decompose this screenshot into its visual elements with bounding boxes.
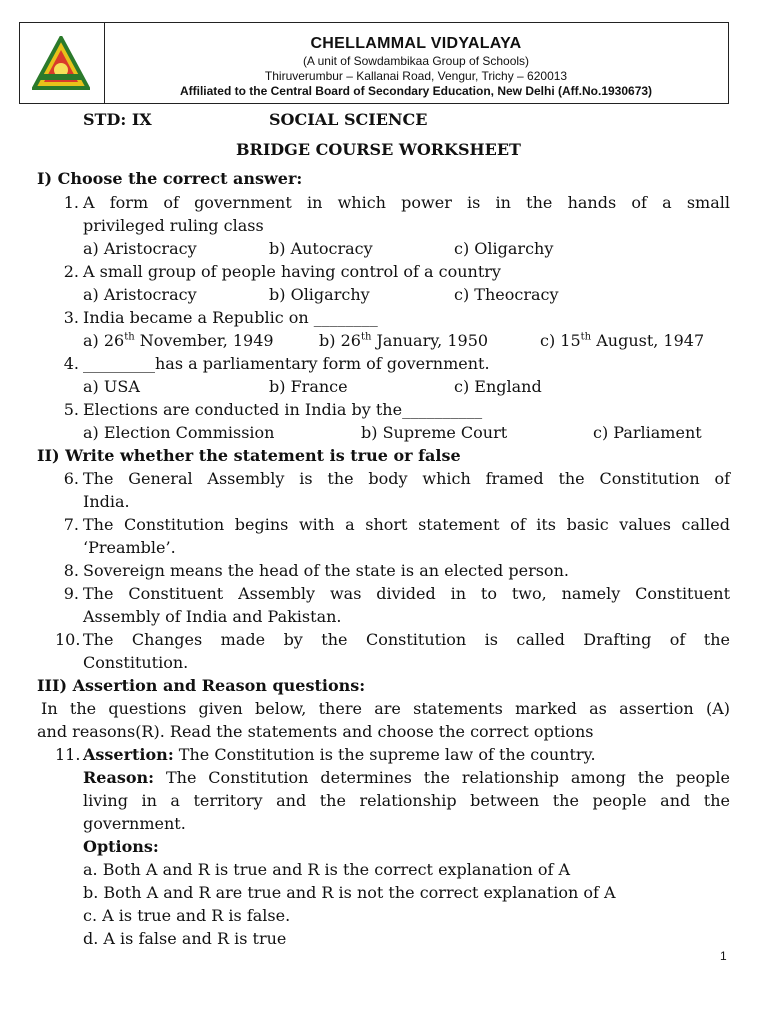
q9-text-line1: The Constituent Assembly was divided in to two, namely Constituent xyxy=(83,584,730,603)
q11-option-c: c. A is true and R is false. xyxy=(83,906,291,925)
q3-option-a-sup: th xyxy=(124,331,135,343)
q10-number: 10. xyxy=(55,630,81,649)
q11-option-b: b. Both A and R are true and R is not the correct explanation of A xyxy=(83,883,616,902)
q11-assertion-label: Assertion: xyxy=(83,745,174,764)
section-3-heading: III) Assertion and Reason questions: xyxy=(37,676,366,695)
q7-text-line1: The Constitution begins with a short statement of its basic values called xyxy=(83,515,730,534)
q3-option-b-pre: b) 26 xyxy=(319,331,361,350)
q1-number: 1. xyxy=(63,193,79,212)
q11-reason-line1 xyxy=(83,768,730,787)
q3-option-a-pre: a) 26 xyxy=(83,331,125,350)
school-affiliation: Affiliated to the Central Board of Secondary Education, New Delhi (Aff.No.1930673) xyxy=(179,84,653,98)
school-address: Thiruverumbur – Kallanai Road, Vengur, Trichy – 620013 xyxy=(264,69,568,83)
q11-reason-label: Reason: xyxy=(83,768,155,787)
q4-option-c: c) England xyxy=(454,377,542,396)
worksheet-title: BRIDGE COURSE WORKSHEET xyxy=(236,140,521,159)
q6-text-line2: India. xyxy=(83,492,130,511)
q10-text-line2: Constitution. xyxy=(83,653,189,672)
q9-number: 9. xyxy=(63,584,79,603)
q11-option-a: a. Both A and R is true and R is the correct explanation of A xyxy=(83,860,571,879)
section-3-intro-line1: In the questions given below, there are statements marked as assertion (A) xyxy=(41,699,730,718)
school-name: CHELLAMMAL VIDYALAYA xyxy=(310,35,522,52)
q3-option-b xyxy=(319,331,488,350)
school-header xyxy=(19,22,729,104)
q9-text-line2: Assembly of India and Pakistan. xyxy=(83,607,342,626)
q3-option-b-post: January, 1950 xyxy=(371,331,489,350)
q3-option-c-post: August, 1947 xyxy=(591,331,705,350)
q11-options-label: Options: xyxy=(83,837,159,856)
q1-option-b: b) Autocracy xyxy=(269,239,373,258)
q5-option-c: c) Parliament xyxy=(593,423,702,442)
q2-option-b: b) Oligarchy xyxy=(269,285,370,304)
q8-number: 8. xyxy=(63,561,79,580)
q3-option-a xyxy=(83,331,274,350)
section-3-intro-line2: and reasons(R). Read the statements and choose the correct options xyxy=(37,722,594,741)
q6-text-line1: The General Assembly is the body which framed the Constitution of xyxy=(83,469,730,488)
q11-reason-line3: government. xyxy=(83,814,186,833)
q1-option-a: a) Aristocracy xyxy=(83,239,197,258)
q4-option-a: a) USA xyxy=(83,377,140,396)
q5-number: 5. xyxy=(63,400,79,419)
q3-option-c-pre: c) 15 xyxy=(540,331,581,350)
q11-option-d: d. A is false and R is true xyxy=(83,929,287,948)
section-1-heading: I) Choose the correct answer: xyxy=(37,169,303,188)
q5-text: Elections are conducted in India by the__________ xyxy=(83,400,483,419)
q3-option-c-sup: th xyxy=(580,331,592,343)
q3-option-a-post: November, 1949 xyxy=(134,331,274,350)
std-label: STD: IX xyxy=(83,110,152,129)
page-number: 1 xyxy=(720,949,727,963)
q3-text: India became a Republic on ________ xyxy=(83,308,378,327)
q4-text: _________has a parliamentary form of government. xyxy=(83,354,490,373)
q11-assertion xyxy=(83,745,596,764)
q4-number: 4. xyxy=(63,354,79,373)
school-unit: (A unit of Sowdambikaa Group of Schools) xyxy=(302,54,530,68)
q8-text-line1: Sovereign means the head of the state is an elected person. xyxy=(83,561,569,580)
q1-option-c: c) Oligarchy xyxy=(454,239,554,258)
q2-text: A small group of people having control of a country xyxy=(83,262,501,281)
q2-option-a: a) Aristocracy xyxy=(83,285,197,304)
q3-option-c xyxy=(540,331,704,350)
section-2-heading: II) Write whether the statement is true or false xyxy=(37,446,461,465)
q11-number: 11. xyxy=(55,745,81,764)
q11-reason-text-1: The Constitution determines the relationship among the people xyxy=(154,768,730,787)
q7-number: 7. xyxy=(63,515,79,534)
subject-label: SOCIAL SCIENCE xyxy=(269,110,428,129)
q7-text-line2: ‘Preamble’. xyxy=(83,538,176,557)
q1-text-line1: A form of government in which power is in the hands of a small xyxy=(83,193,730,212)
q2-option-c: c) Theocracy xyxy=(454,285,559,304)
q10-text-line1: The Changes made by the Constitution is called Drafting of the xyxy=(83,630,730,649)
q3-number: 3. xyxy=(63,308,79,327)
school-logo-icon xyxy=(32,36,90,90)
q4-option-b: b) France xyxy=(269,377,348,396)
q11-assertion-text: The Constitution is the supreme law of the country. xyxy=(173,745,596,764)
q2-number: 2. xyxy=(63,262,79,281)
q3-option-b-sup: th xyxy=(360,331,372,343)
q5-option-a: a) Election Commission xyxy=(83,423,275,442)
q11-reason-line2: living in a territory and the relationship between the people and the xyxy=(83,791,730,810)
q1-text-line2: privileged ruling class xyxy=(83,216,264,235)
logo-cell xyxy=(20,23,105,103)
header-text xyxy=(104,23,728,98)
q5-option-b: b) Supreme Court xyxy=(361,423,508,442)
q6-number: 6. xyxy=(63,469,79,488)
